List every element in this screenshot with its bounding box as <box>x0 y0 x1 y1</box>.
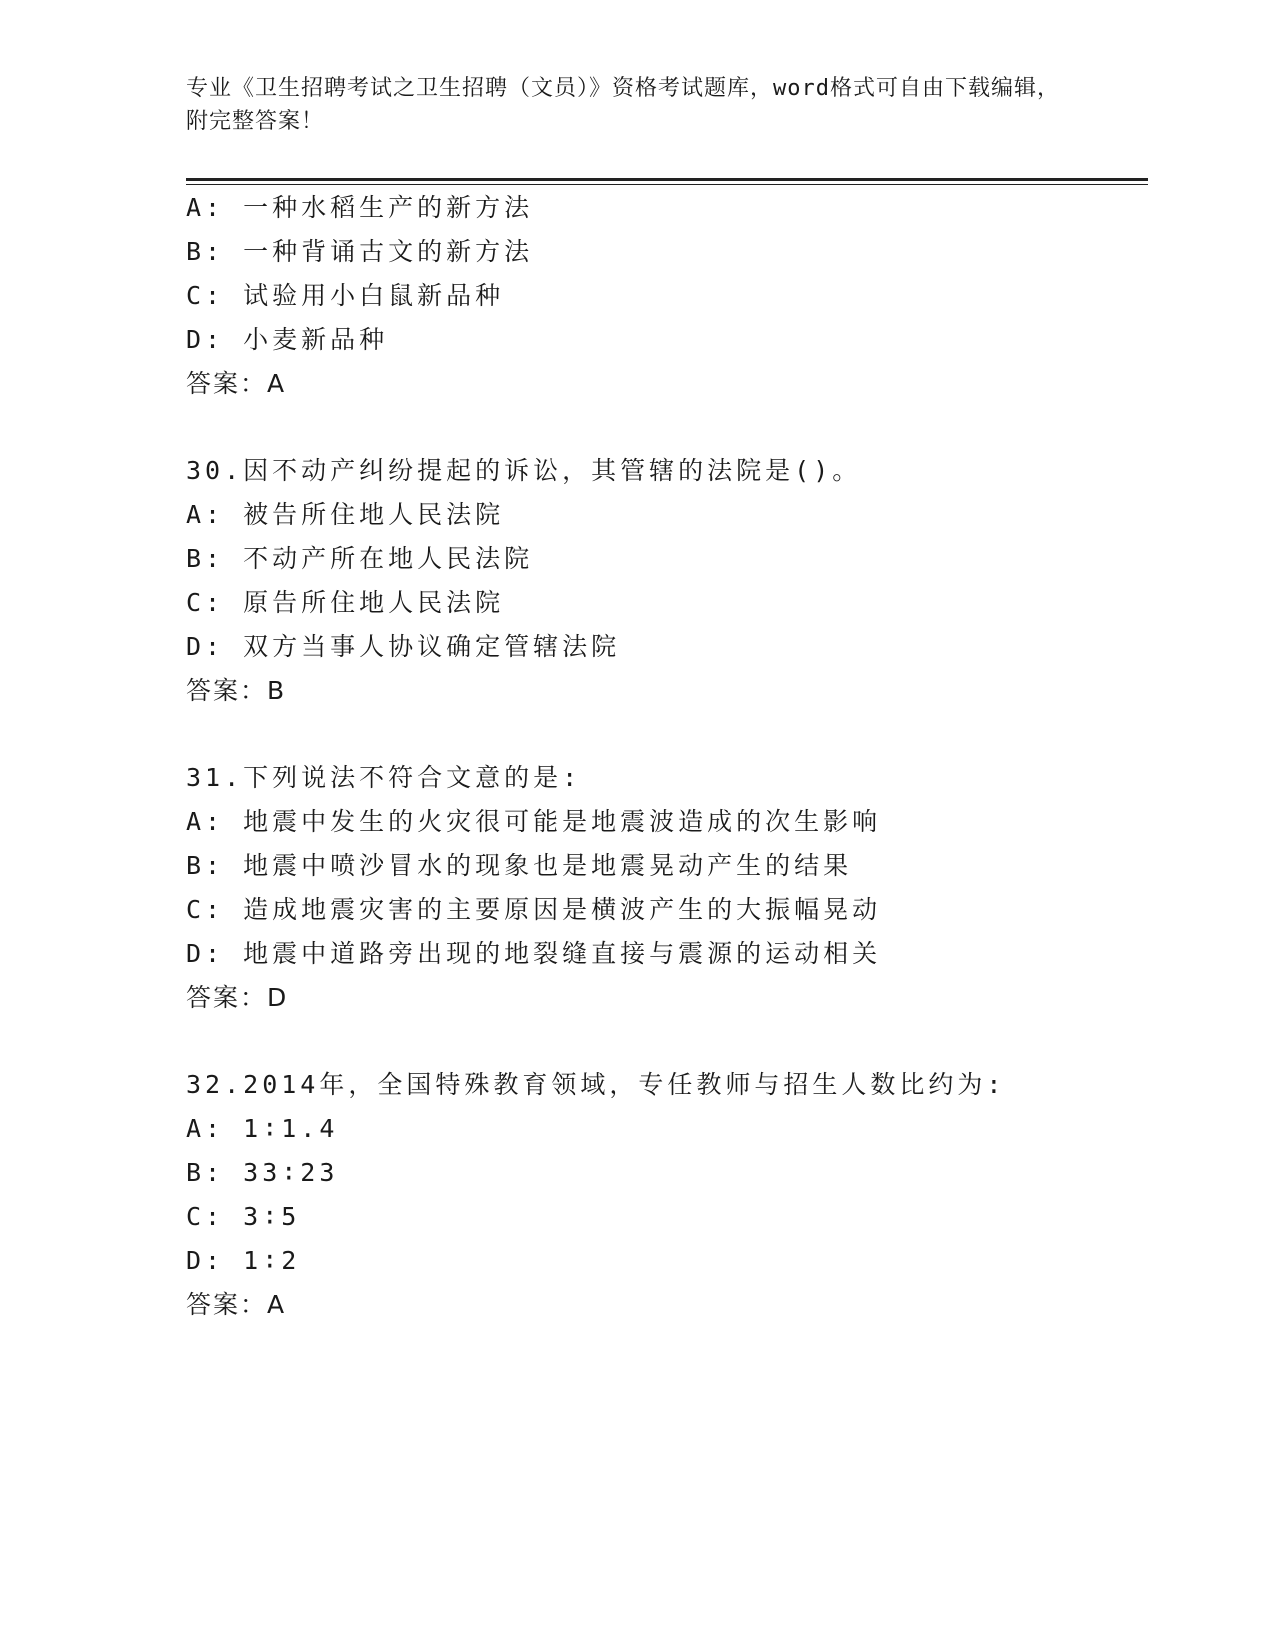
q30-question: 30.因不动产纠纷提起的诉讼，其管辖的法院是()。 <box>186 456 862 485</box>
q29-option-b: B: 一种背诵古文的新方法 <box>186 237 534 266</box>
q31-option-b: B: 地震中喷沙冒水的现象也是地震晃动产生的结果 <box>186 851 853 880</box>
q31-answer: 答案：D <box>186 983 289 1012</box>
header-divider-thin <box>186 184 1148 185</box>
document-header: 专业《卫生招聘考试之卫生招聘（文员）》资格考试题库，word格式可自由下载编辑，附完整答案！ <box>186 76 1060 134</box>
q30-option-c: C: 原告所住地人民法院 <box>186 588 505 617</box>
q32-option-d: D: 1∶2 <box>186 1246 301 1275</box>
header-divider-thick <box>186 178 1148 181</box>
q32-option-a: A: 1∶1.4 <box>186 1114 339 1143</box>
q30-option-b: B: 不动产所在地人民法院 <box>186 544 534 573</box>
q29-option-d: D: 小麦新品种 <box>186 325 389 354</box>
q32-question: 32.2014年，全国特殊教育领域，专任教师与招生人数比约为: <box>186 1070 1006 1099</box>
q31-option-d: D: 地震中道路旁出现的地裂缝直接与震源的运动相关 <box>186 939 882 968</box>
q29-option-c: C: 试验用小白鼠新品种 <box>186 281 505 310</box>
q31-question: 31.下列说法不符合文意的是: <box>186 763 582 792</box>
q31-option-c: C: 造成地震灾害的主要原因是横波产生的大振幅晃动 <box>186 895 882 924</box>
q31-option-a: A: 地震中发生的火灾很可能是地震波造成的次生影响 <box>186 807 882 836</box>
q32-option-c: C: 3∶5 <box>186 1202 301 1231</box>
q32-answer: 答案：A <box>186 1290 287 1319</box>
q30-option-d: D: 双方当事人协议确定管辖法院 <box>186 632 621 661</box>
q29-option-a: A: 一种水稻生产的新方法 <box>186 193 534 222</box>
q32-option-b: B: 33∶23 <box>186 1158 339 1187</box>
q29-answer: 答案：A <box>186 369 287 398</box>
q30-option-a: A: 被告所住地人民法院 <box>186 500 505 529</box>
q30-answer: 答案：B <box>186 676 287 705</box>
